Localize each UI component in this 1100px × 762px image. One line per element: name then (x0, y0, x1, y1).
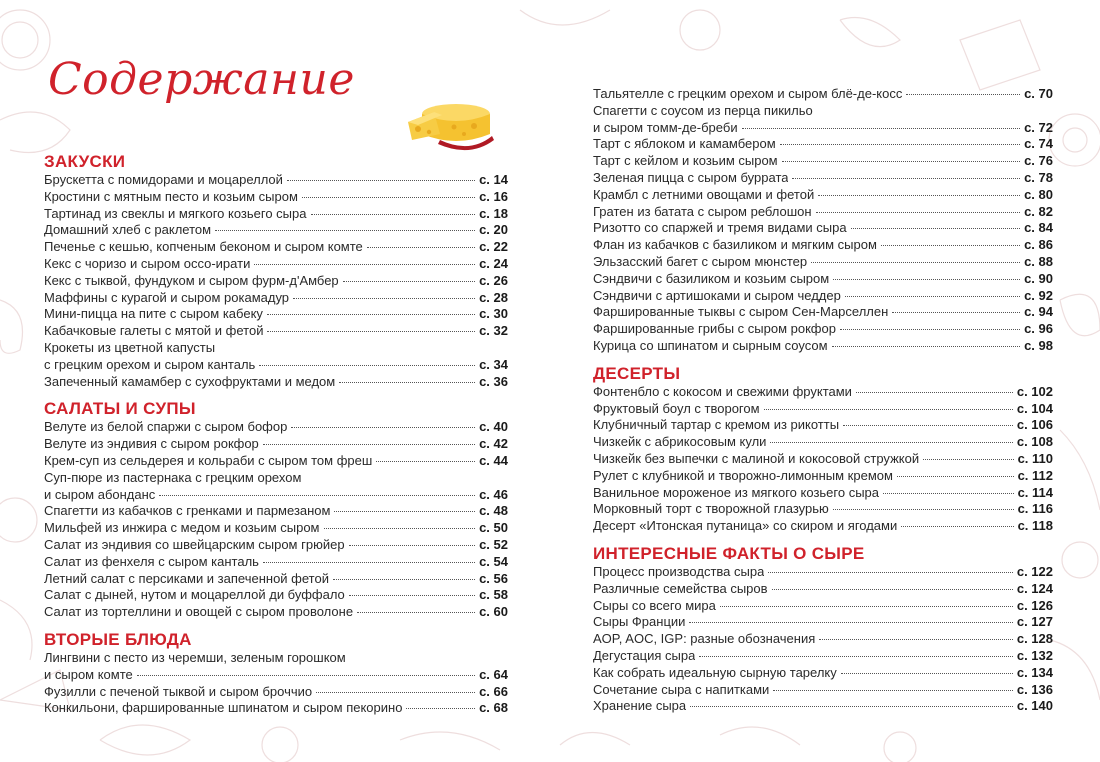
dot-leader (841, 673, 1013, 674)
page-number: с. 14 (479, 172, 508, 187)
toc-entry[interactable] (44, 256, 508, 273)
toc-entry[interactable] (593, 321, 1053, 338)
page-number: с. 94 (1024, 304, 1053, 320)
toc-entry[interactable] (44, 650, 508, 667)
toc-entry[interactable] (44, 419, 508, 436)
page-number: с. 76 (1024, 153, 1053, 169)
toc-entry[interactable] (593, 136, 1053, 153)
page-number: с. 108 (1016, 434, 1053, 450)
toc-entry[interactable] (593, 254, 1053, 271)
dot-leader (832, 346, 1021, 347)
toc-entry[interactable] (593, 682, 1053, 699)
entry-title: Кростини с мятным песто и козьим сыром (44, 188, 298, 204)
toc-entry[interactable] (593, 581, 1053, 598)
toc-entry[interactable] (593, 304, 1053, 321)
page-number: с. 84 (1024, 220, 1053, 236)
dot-leader (773, 690, 1013, 691)
dot-leader (792, 178, 1020, 179)
dot-leader (267, 331, 475, 332)
page-number: с. 136 (1016, 681, 1053, 697)
section-heading: ЗАКУСКИ (44, 152, 126, 171)
page-number: с. 128 (1016, 631, 1053, 647)
page-number: с. 72 (1024, 119, 1053, 135)
page-number: с. 82 (1024, 203, 1053, 219)
dot-leader (819, 639, 1013, 640)
entry-title: Фаршированные грибы с сыром рокфор (593, 321, 836, 337)
toc-entry[interactable] (593, 501, 1053, 518)
dot-leader (833, 509, 1014, 510)
entry-title: Чизкейк с абрикосовым кули (593, 434, 767, 450)
dot-leader (263, 562, 475, 563)
page-number: с. 28 (479, 289, 508, 305)
toc-entry[interactable] (593, 698, 1053, 715)
entry-title: Дегустация сыра (593, 647, 696, 663)
dot-leader (376, 461, 475, 462)
page-number: с. 22 (479, 239, 508, 255)
page-number: с. 132 (1016, 647, 1053, 663)
toc-entry[interactable] (593, 103, 1053, 120)
toc-entry[interactable] (44, 520, 508, 537)
dot-leader (811, 262, 1020, 263)
dot-leader (159, 495, 475, 496)
dot-leader (845, 296, 1020, 297)
page-number: с. 140 (1016, 698, 1053, 714)
entry-title: Чизкейк без выпечки с малиной и кокосовой стружкой (593, 450, 920, 466)
entry-title: Фруктовый боул с творогом (593, 400, 760, 416)
dot-leader (343, 281, 475, 282)
dot-leader (901, 526, 1013, 527)
entry-title: Фонтенбло с кокосом и свежими фруктами (593, 383, 852, 399)
dot-leader (291, 427, 475, 428)
entry-title: Запеченный камамбер с сухофруктами и медом (44, 373, 336, 389)
page-number: с. 112 (1017, 467, 1053, 483)
toc-entry[interactable] (44, 239, 508, 256)
toc-entry[interactable] (593, 187, 1053, 204)
page-number: с. 90 (1024, 270, 1053, 286)
page-number: с. 54 (479, 553, 508, 569)
toc-left-column (44, 152, 508, 717)
toc-entry[interactable] (44, 374, 508, 391)
page-number: с. 46 (479, 486, 508, 502)
dot-leader (833, 279, 1020, 280)
entry-title: Клубничный тартар с кремом из рикотты (593, 417, 840, 433)
entry-title: Мини-пицца на пите с сыром кабеку (44, 306, 263, 322)
toc-entry[interactable] (593, 665, 1053, 682)
toc-entry[interactable] (44, 667, 508, 684)
entry-title: Салат из эндивия со швейцарским сыром грюйер (44, 536, 345, 552)
toc-entry[interactable] (44, 453, 508, 470)
entry-title: Сэндвичи с базиликом и козьим сыром (593, 270, 830, 286)
section-heading: ИНТЕРЕСНЫЕ ФАКТЫ О СЫРЕ (593, 543, 865, 563)
dot-leader (856, 392, 1013, 393)
entry-title: Спагетти с соусом из перца пикильо (593, 102, 813, 118)
toc-entry[interactable] (44, 222, 508, 239)
dot-leader (851, 228, 1021, 229)
toc-entry[interactable] (593, 271, 1053, 288)
page-number: с. 64 (479, 666, 508, 682)
entry-title: Ризотто со спаржей и тремя видами сыра (593, 220, 847, 236)
page-number: с. 66 (479, 683, 508, 699)
entry-title: Сочетание сыра с напитками (593, 681, 770, 697)
toc-entry[interactable] (44, 436, 508, 453)
toc-entry[interactable] (593, 417, 1053, 434)
page-number: с. 80 (1024, 186, 1053, 202)
toc-entry[interactable] (44, 537, 508, 554)
page-number: с. 26 (479, 272, 508, 288)
dot-leader (818, 195, 1020, 196)
toc-entry[interactable] (593, 485, 1053, 502)
entry-title: Сыры со всего мира (593, 597, 716, 613)
page-number: с. 40 (479, 419, 508, 435)
toc-entry[interactable] (44, 604, 508, 621)
dot-leader (263, 444, 475, 445)
dot-leader (892, 312, 1020, 313)
page-number: с. 52 (479, 536, 508, 552)
toc-entry[interactable] (44, 470, 508, 487)
section-heading: САЛАТЫ И СУПЫ (44, 399, 196, 419)
toc-entry[interactable] (44, 554, 508, 571)
dot-leader (923, 459, 1013, 460)
toc-entry[interactable] (593, 120, 1053, 137)
dot-leader (689, 622, 1012, 623)
entry-title: и сыром абонданс (44, 486, 156, 502)
entry-title: Процесс производства сыра (593, 563, 765, 579)
toc-entry[interactable] (593, 153, 1053, 170)
toc-entry[interactable] (593, 338, 1053, 355)
entry-title: Спагетти из кабачков с гренками и пармезаном (44, 503, 331, 519)
dot-leader (816, 212, 1020, 213)
entry-title: Зеленая пицца с сыром буррата (593, 169, 789, 185)
dot-leader (333, 579, 475, 580)
entry-title: Крем-суп из сельдерея и кольраби с сыром том фреш (44, 452, 373, 468)
entry-title: Сэндвичи с артишоками и сыром чеддер (593, 287, 841, 303)
entry-title: Салат из тортеллини и овощей с сыром проволоне (44, 604, 354, 620)
toc-entry[interactable] (44, 571, 508, 588)
dot-leader (287, 180, 475, 181)
page-number: с. 70 (1024, 86, 1053, 101)
entry-title: AOP, AOC, IGP: разные обозначения (593, 631, 816, 647)
entry-title: Десерт «Итонская путаница» со скиром и ягодами (593, 518, 898, 534)
entry-title: Тартинад из свеклы и мягкого козьего сыра (44, 205, 307, 221)
page-number: с. 106 (1016, 417, 1053, 433)
dot-leader (215, 230, 475, 231)
page-number: с. 126 (1016, 597, 1053, 613)
dot-leader (137, 675, 475, 676)
dot-leader (881, 245, 1020, 246)
entry-title: и сыром томм-де-бреби (593, 119, 738, 135)
page-number: с. 127 (1016, 614, 1053, 630)
dot-leader (324, 528, 476, 529)
entry-title: Ванильное мороженое из мягкого козьего сыра (593, 484, 880, 500)
toc-entry[interactable] (44, 172, 508, 189)
toc-entry[interactable] (44, 684, 508, 701)
toc-entry[interactable] (593, 598, 1053, 615)
entry-title: Салат из фенхеля с сыром канталь (44, 553, 259, 569)
toc-entry[interactable] (593, 451, 1053, 468)
toc-entry[interactable] (44, 700, 508, 717)
dot-leader (254, 264, 475, 265)
toc-entry[interactable] (44, 503, 508, 520)
entry-title: Фаршированные тыквы с сыром Сен-Марселлен (593, 304, 889, 320)
page-number: с. 86 (1024, 237, 1053, 253)
toc-entry[interactable] (44, 323, 508, 340)
toc-right-column (593, 86, 1053, 715)
section-gap (593, 535, 1053, 544)
section-heading: ВТОРЫЕ БЛЮДА (44, 629, 192, 649)
dot-leader (349, 545, 476, 546)
entry-title: Лингвини с песто из черемши, зеленым горошком (44, 649, 346, 665)
page-number: с. 30 (479, 306, 508, 322)
page-number: с. 16 (479, 188, 508, 204)
entry-title: Хранение сыра (593, 698, 687, 714)
dot-leader (897, 476, 1014, 477)
dot-leader (339, 382, 475, 383)
toc-entry[interactable] (593, 434, 1053, 451)
toc-entry[interactable] (593, 614, 1053, 631)
section-gap (44, 621, 508, 630)
page-number: с. 44 (479, 452, 508, 468)
page-number: с. 96 (1024, 321, 1053, 337)
page-number: с. 74 (1024, 136, 1053, 152)
dot-leader (334, 511, 475, 512)
entry-title: Кекс с чоризо и сыром оссо-ирати (44, 255, 251, 271)
entry-title: Летний салат с персиками и запеченной фетой (44, 570, 329, 586)
section-gap (44, 390, 508, 399)
entry-title: Эльзасский багет с сыром мюнстер (593, 253, 808, 269)
toc-entry[interactable] (593, 648, 1053, 665)
page-number: с. 110 (1017, 450, 1053, 466)
page-number: с. 42 (479, 436, 508, 452)
dot-leader (267, 314, 475, 315)
dot-leader (906, 94, 1020, 95)
dot-leader (357, 612, 475, 613)
toc-entry[interactable] (593, 518, 1053, 535)
page-number: с. 134 (1016, 664, 1053, 680)
page-number: с. 92 (1024, 287, 1053, 303)
entry-title: Велуте из эндивия с сыром рокфор (44, 436, 259, 452)
toc-entry[interactable] (44, 306, 508, 323)
entry-title: Домашний хлеб с раклетом (44, 222, 212, 238)
page-number: с. 36 (479, 373, 508, 389)
section-gap (593, 355, 1053, 364)
dot-leader (768, 572, 1013, 573)
entry-title: Суп-пюре из пастернака с грецким орехом (44, 469, 302, 485)
entry-title: Морковный торт с творожной глазурью (593, 501, 829, 517)
entry-title: Кабачковые галеты с мятой и фетой (44, 323, 264, 339)
toc-entry[interactable] (44, 340, 508, 357)
page-number: с. 24 (479, 255, 508, 271)
page-number: с. 102 (1016, 383, 1053, 399)
dot-leader (840, 329, 1020, 330)
entry-title: Салат с дыней, нутом и моцареллой ди буффало (44, 587, 345, 603)
page-number: с. 104 (1016, 400, 1053, 416)
entry-title: Маффины с курагой и сыром рокамадур (44, 289, 290, 305)
dot-leader (742, 128, 1020, 129)
toc-entry[interactable] (44, 587, 508, 604)
entry-title: Флан из кабачков с базиликом и мягким сыром (593, 237, 877, 253)
toc-entry[interactable] (44, 206, 508, 223)
page-number: с. 88 (1024, 253, 1053, 269)
toc-entry[interactable] (593, 468, 1053, 485)
toc-entry[interactable] (593, 170, 1053, 187)
page-number: с. 114 (1017, 484, 1053, 500)
section-heading: ДЕСЕРТЫ (593, 363, 681, 383)
entry-title: Сыры Франции (593, 614, 686, 630)
page-number: с. 50 (479, 520, 508, 536)
entry-title: Конкильони, фаршированные шпинатом и сыром пекорино (44, 700, 403, 716)
toc-entry[interactable] (593, 220, 1053, 237)
entry-title: и сыром комте (44, 666, 133, 682)
entry-title: Крамбл с летними овощами и фетой (593, 186, 815, 202)
page-number: с. 48 (479, 503, 508, 519)
dot-leader (367, 247, 475, 248)
dot-leader (764, 409, 1013, 410)
dot-leader (843, 425, 1013, 426)
entry-title: Печенье с кешью, копченым беконом и сыром комте (44, 239, 363, 255)
page-number: с. 122 (1016, 563, 1053, 579)
page-number: с. 116 (1017, 501, 1053, 517)
entry-title: Велуте из белой спаржи с сыром бофор (44, 419, 288, 435)
toc-entry[interactable] (44, 290, 508, 307)
entry-title: Тарт с яблоком и камамбером (593, 136, 776, 152)
entry-title: Брускетта с помидорами и моцареллой (44, 172, 283, 187)
page-number: с. 78 (1024, 169, 1053, 185)
toc-entry[interactable] (44, 487, 508, 504)
page-number: с. 56 (479, 570, 508, 586)
page-number: с. 60 (479, 604, 508, 620)
dot-leader (302, 197, 475, 198)
page-number: с. 34 (479, 356, 508, 372)
entry-title: Тарт с кейлом и козьим сыром (593, 153, 778, 169)
toc-entry[interactable] (44, 189, 508, 206)
cheese-wheel-icon (404, 96, 496, 156)
page-number: с. 32 (479, 323, 508, 339)
dot-leader (720, 606, 1013, 607)
entry-title: Кекс с тыквой, фундуком и сыром фурм-д'Амбер (44, 272, 339, 288)
dot-leader (311, 214, 476, 215)
dot-leader (780, 144, 1020, 145)
dot-leader (406, 708, 475, 709)
toc-entry[interactable] (593, 86, 1053, 103)
toc-entry[interactable] (593, 237, 1053, 254)
dot-leader (883, 493, 1014, 494)
entry-title: Мильфей из инжира с медом и козьим сыром (44, 520, 320, 536)
toc-entry[interactable] (593, 288, 1053, 305)
page-number: с. 18 (479, 205, 508, 221)
entry-title: Крокеты из цветной капусты (44, 339, 216, 355)
entry-title: Тальятелле с грецким орехом и сыром блё-де-косс (593, 86, 903, 101)
entry-title: Как собрать идеальную сырную тарелку (593, 664, 837, 680)
dot-leader (770, 442, 1012, 443)
page-number: с. 68 (479, 700, 508, 716)
entry-title: Курица со шпинатом и сырным соусом (593, 337, 828, 353)
page-title: Содержание (48, 54, 355, 105)
entry-title: Фузилли с печеной тыквой и сыром броччио (44, 683, 313, 699)
entry-title: Рулет с клубникой и творожно-лимонным кремом (593, 467, 893, 483)
page-number: с. 20 (479, 222, 508, 238)
dot-leader (699, 656, 1013, 657)
page-number: с. 98 (1024, 337, 1053, 353)
toc-entry[interactable] (44, 357, 508, 374)
page-number: с. 124 (1016, 580, 1053, 596)
entry-title: Гратен из батата с сыром реблошон (593, 203, 812, 219)
toc-entry[interactable] (44, 273, 508, 290)
dot-leader (349, 595, 475, 596)
page-number: с. 58 (479, 587, 508, 603)
entry-title: с грецким орехом и сыром канталь (44, 356, 256, 372)
dot-leader (782, 161, 1020, 162)
toc-entry[interactable] (593, 204, 1053, 221)
toc-entry[interactable] (593, 564, 1053, 581)
toc-entry[interactable] (593, 401, 1053, 418)
dot-leader (772, 589, 1013, 590)
page-number: с. 118 (1017, 518, 1053, 534)
toc-entry[interactable] (593, 384, 1053, 401)
dot-leader (690, 706, 1013, 707)
toc-entry[interactable] (593, 631, 1053, 648)
dot-leader (293, 298, 475, 299)
dot-leader (259, 365, 475, 366)
dot-leader (316, 692, 475, 693)
entry-title: Различные семейства сыров (593, 580, 768, 596)
